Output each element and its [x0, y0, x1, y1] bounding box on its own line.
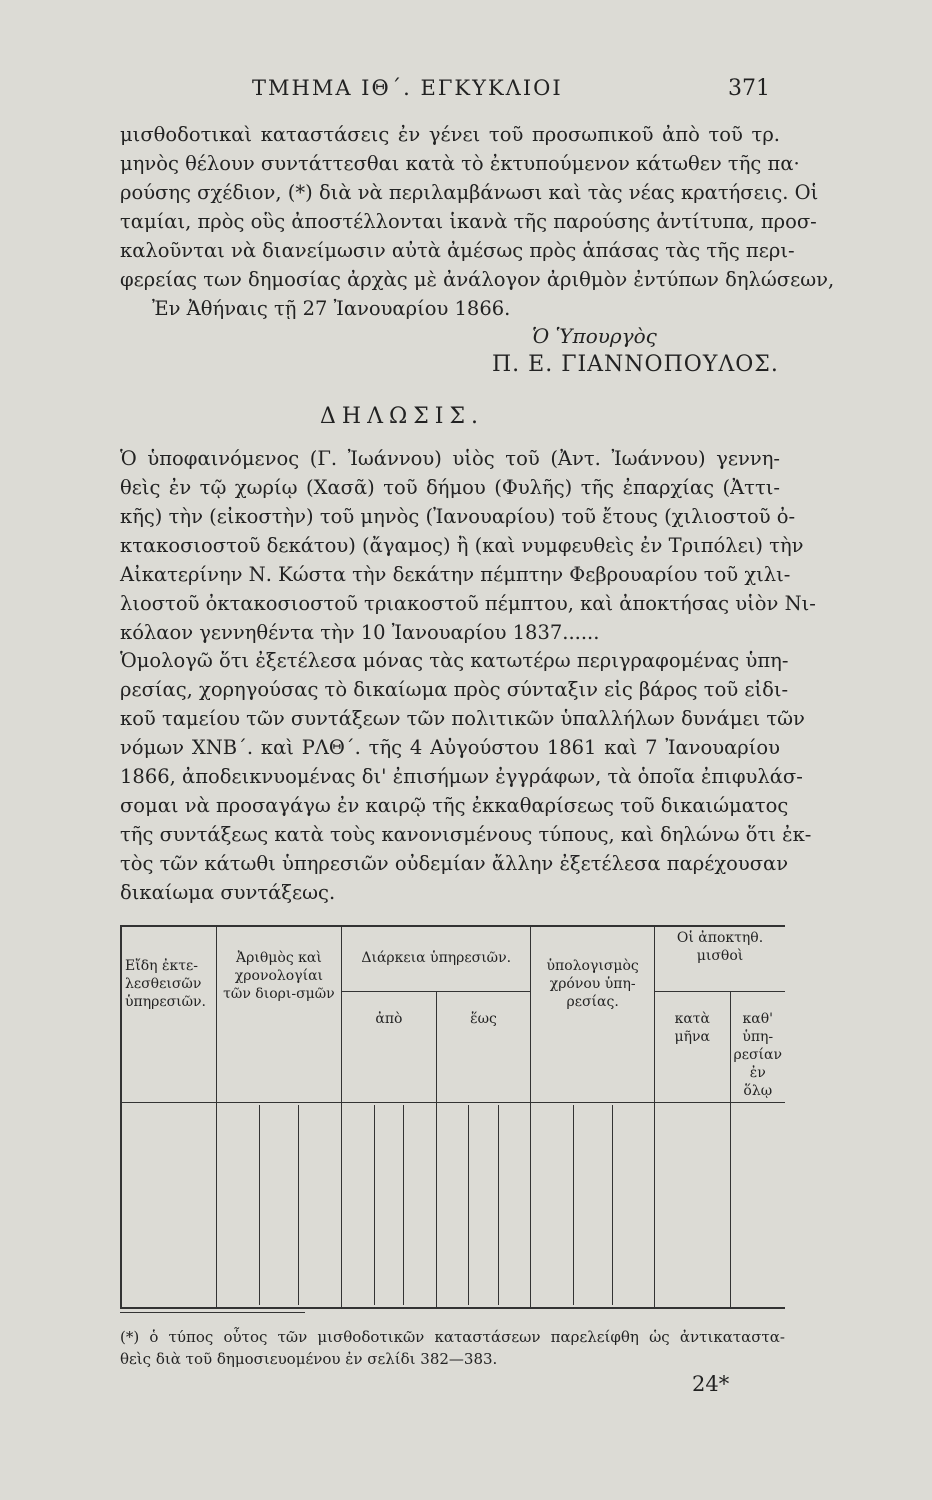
text-line: κτακοσιοστοῦ δεκάτου) (ἄγαμος) ἢ (καὶ νυμφευθεὶς ἐν Τριπόλει) τὴν: [120, 534, 804, 557]
footnote-rule: [120, 1312, 305, 1313]
text-line: ρεσίας, χορηγούσας τὸ δικαίωμα πρὸς σύνταξιν εἰς βάρος τοῦ εἰδι-: [120, 678, 789, 701]
subcolumn: [220, 1105, 260, 1305]
header-from: ἀπὸ: [342, 992, 437, 1103]
text-line: μισθοδοτικαὶ καταστάσεις ἐν γένει τοῦ προσωπικοῦ ἀπὸ τοῦ τρ.: [120, 123, 780, 146]
subcolumn: [375, 1105, 405, 1305]
header-appointments: Ἀριθμὸς καὶ χρονολογίαι τῶν διορι-σμῶν: [216, 926, 342, 1103]
header-per-month: κατὰ μῆνα: [655, 992, 730, 1103]
text-line: τῆς συντάξεως κατὰ τοὺς κανονισμένους τύπους, καὶ δηλώνω ὅτι ἐκ-: [120, 823, 812, 846]
header-service-time: ὑπολογισμὸς χρόνου ὑπη-ρεσίας.: [531, 926, 655, 1103]
footnote-line: θεὶς διὰ τοῦ δημοσιευομένου ἐν σελίδι 382—383.: [120, 1350, 498, 1368]
paragraph-2: [120, 444, 816, 647]
subcolumn: [260, 1105, 300, 1305]
table-cell: [730, 1103, 785, 1309]
subcolumn: [299, 1105, 338, 1305]
table-cell: [436, 1103, 531, 1309]
subcolumn: [404, 1105, 433, 1305]
header-total: καθ' ὑπη-ρεσίαν ἐν ὅλῳ: [730, 992, 785, 1103]
services-table: [120, 925, 785, 1309]
subcolumn: [440, 1105, 470, 1305]
subcolumn: [574, 1105, 613, 1305]
subcolumn: [534, 1105, 573, 1305]
text-line: 1866, ἀποδεικνυομένας δι' ἐπισήμων ἐγγράφων, τὰ ὁποῖα ἐπιφυλάσ-: [120, 765, 803, 788]
subcolumn: [613, 1105, 651, 1305]
paragraph-3: [120, 646, 812, 907]
text-line: φερείας των δημοσίας ἀρχὰς μὲ ἀνάλογον ἀριθμὸν ἐντύπων δηλώσεων,: [120, 268, 835, 291]
header-service-types: Εἴδη ἐκτε-λεσθεισῶν ὑπηρεσιῶν.: [121, 926, 216, 1103]
text-line: κόλαον γεννηθέντα τὴν 10 Ἰανουαρίου 1837......: [120, 621, 600, 644]
cell-subcolumns: [440, 1105, 528, 1305]
cell-subcolumns: [220, 1105, 339, 1305]
text-line: νόμων ΧΝΒ΄. καὶ ΡΛΘ΄. τῆς 4 Αὐγούστου 1861 καὶ 7 Ἰανουαρίου: [120, 736, 780, 759]
text-line: θεὶς ἐν τῷ χωρίῳ (Χασᾶ) τοῦ δήμου (Φυλῆς) τῆς ἐπαρχίας (Ἀττι-: [120, 476, 780, 499]
subcolumn: [345, 1105, 375, 1305]
text-line: λιοστοῦ ὀκτακοσιοστοῦ τριακοστοῦ πέμπτου, καὶ ἀποκτήσας υἱὸν Νι-: [120, 592, 816, 615]
table-cell: [342, 1103, 437, 1309]
cell-subcolumns: [534, 1105, 651, 1305]
text-line: ταμίαι, πρὸς οὓς ἀποστέλλονται ἱκανὰ τῆς παρούσης ἀντίτυπα, προσ-: [120, 210, 817, 233]
table-cell: [121, 1103, 216, 1309]
text-line: δικαίωμα συντάξεως.: [120, 881, 336, 904]
paragraph-1: [120, 120, 835, 323]
footnote-line: (*) ὁ τύπος οὗτος τῶν μισθοδοτικῶν καταστάσεων παρελείφθη ὡς ἀντικαταστα-: [120, 1328, 785, 1346]
signature-mark: 24*: [692, 1372, 730, 1396]
text-line: σομαι νὰ προσαγάγω ἐν καιρῷ τῆς ἐκκαθαρίσεως τοῦ δικαιώματος: [120, 794, 789, 817]
page-number: 371: [728, 76, 770, 101]
table-cell: [655, 1103, 730, 1309]
text-line: κοῦ ταμείου τῶν συντάξεων τῶν πολιτικῶν ὑπαλλήλων δυνάμει τῶν: [120, 707, 805, 730]
text-line: Ὁμολογῶ ὅτι ἐξετέλεσα μόνας τὰς κατωτέρω περιγραφομένας ὑπη-: [120, 649, 789, 672]
header-to: ἕως: [436, 992, 531, 1103]
table-row: [121, 1103, 785, 1309]
table-cell: [216, 1103, 342, 1309]
text-line: Ὁ ὑποφαινόμενος (Γ. Ἰωάννου) υἱὸς τοῦ (Ἀντ. Ἰωάννου) γεννη-: [120, 447, 780, 470]
signature-name: Π. Ε. ΓΙΑΝΝΟΠΟΥΛΟΣ.: [492, 352, 779, 377]
text-line: τὸς τῶν κάτωθι ὑπηρεσιῶν οὐδεμίαν ἄλλην ἐξετέλεσα παρέχουσαν: [120, 852, 789, 875]
header-salaries: Οἱ ἀποκτηθ. μισθοὶ: [655, 926, 785, 992]
running-header: ΤΜΗΜΑ ΙΘ΄. ΕΓΚΥΚΛΙΟΙ: [252, 76, 563, 100]
text-line: Αἰκατερίνην Ν. Κώστα τὴν δεκάτην πέμπτην Φεβρουαρίου τοῦ χιλι-: [120, 563, 791, 586]
declaration-title: ΔΗΛΩΣΙΣ.: [320, 404, 484, 429]
signature-title: Ὁ Ὑπουργὸς: [532, 324, 657, 348]
text-line: μηνὸς θέλουν συντάττεσθαι κατὰ τὸ ἐκτυπούμενον κάτωθεν τῆς πα·: [120, 152, 800, 175]
text-line: κῆς) τὴν (εἰκοστὴν) τοῦ μηνὸς (Ἰανουαρίου) τοῦ ἔτους (χιλιοστοῦ ὀ-: [120, 505, 796, 528]
text-line: ρούσης σχέδιον, (*) διὰ νὰ περιλαμβάνωσι καὶ τὰς νέας κρατήσεις. Οἱ: [120, 181, 819, 204]
table-cell: [531, 1103, 655, 1309]
text-line: καλοῦνται νὰ διανείμωσιν αὐτὰ ἀμέσως πρὸς ἁπάσας τὰς τῆς περι-: [120, 239, 795, 262]
cell-subcolumns: [345, 1105, 433, 1305]
subcolumn: [469, 1105, 499, 1305]
header-duration: Διάρκεια ὑπηρεσιῶν.: [342, 926, 531, 992]
footnote: [120, 1326, 785, 1370]
subcolumn: [499, 1105, 528, 1305]
date-line: Ἐν Ἀθήναις τῇ 27 Ἰανουαρίου 1866.: [152, 297, 511, 320]
